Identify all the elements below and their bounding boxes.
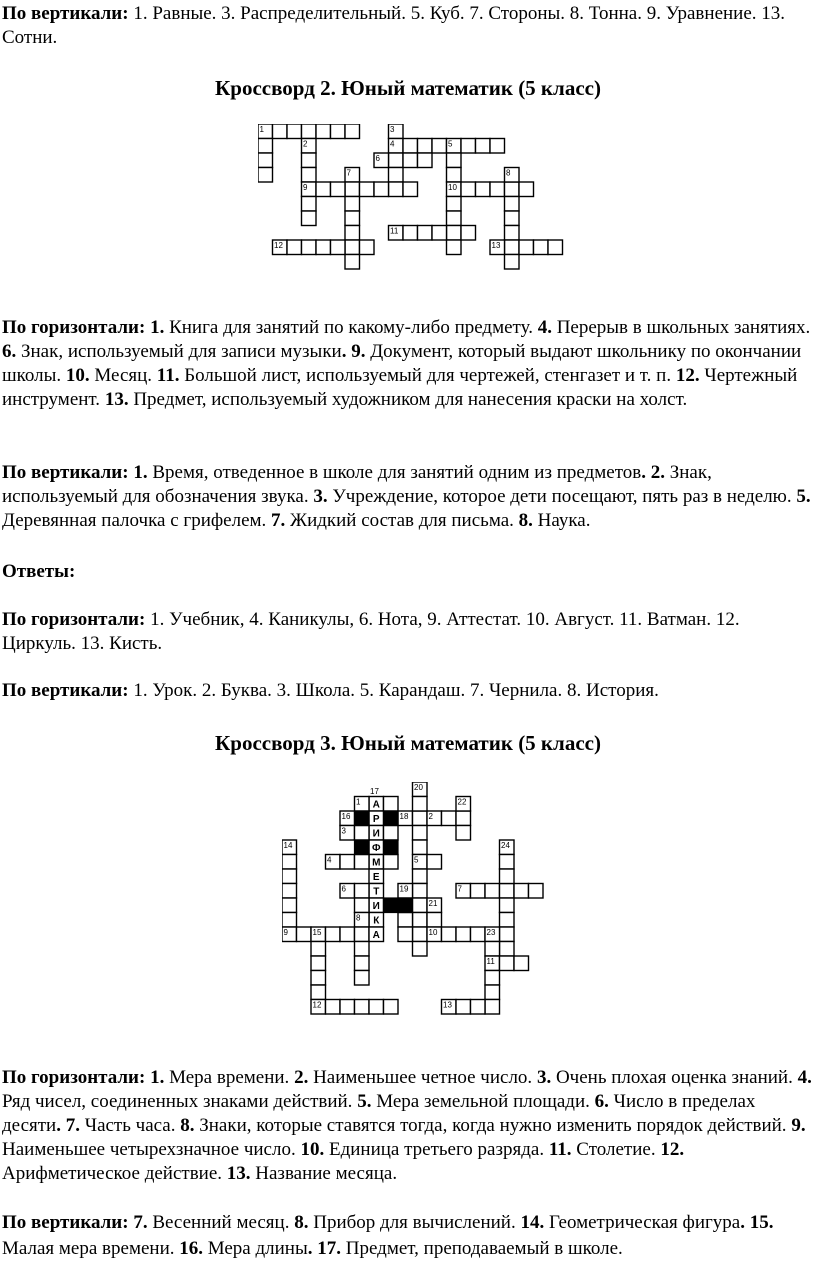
crossword3-cell	[413, 913, 428, 928]
crossword3-cell	[500, 942, 515, 957]
crossword3-black-cell	[355, 811, 370, 826]
crossword2-clue-number: 6	[375, 154, 380, 163]
crossword3-cell	[456, 826, 471, 841]
crossword2-cell	[374, 182, 389, 197]
crossword2-clue-number: 10	[448, 183, 457, 192]
crossword2-clue-number: 7	[346, 168, 351, 178]
crossword2-vertical-clues: По вертикали: 1. Время, отведенное в школе для занятий одним из предметов. 2. Знак, используемый для обозначения звука. 3. Учреждение, которое дети посещают, пять раз в неделю. 5. Деревянная палочка с грифелем. 7. Жидкий состав для письма. 8. Наука.	[2, 462, 811, 531]
crossword2-cell	[505, 255, 520, 270]
crossword3-cell	[456, 927, 471, 942]
crossword2-cell	[447, 240, 462, 255]
crossword2-cell	[447, 211, 462, 226]
crossword3-cell	[485, 985, 500, 1000]
crossword3-clue-number: 2	[428, 812, 433, 821]
crossword3-clue-number: 23	[486, 928, 496, 937]
crossword2-title: Кроссворд 2. Юный математик (5 класс)	[215, 76, 601, 100]
crossword3-cell	[442, 811, 457, 826]
crossword3-horizontal-clues: По горизонтали: 1. Мера времени. 2. Наименьшее четное число. 3. Очень плохая оценка знаний. 4. Ряд чисел, соединенных знаками действий. 5. Мера земельной площади. 6. Число в пределах десяти. 7. Часть часа. 8. Знаки, которые ставятся тогда, когда нужно изменить порядок действий. 9. Наименьшее четырехзначное число. 10. Единица третьего разряда. 11. Столетие. 12. Арифметическое действие. 13. Название месяца.	[2, 1067, 812, 1184]
crossword3-cell	[500, 956, 515, 971]
crossword3-cell	[413, 811, 428, 826]
crossword3-cell	[355, 971, 370, 986]
crossword3-cell	[282, 869, 297, 884]
crossword2-cell	[345, 226, 360, 241]
crossword3-cell	[413, 927, 428, 942]
crossword3-clue-number: 12	[312, 1000, 322, 1010]
crossword2-cell	[302, 168, 317, 183]
crossword3-clue-number: 19	[399, 884, 409, 894]
crossword3-cell	[427, 855, 442, 870]
crossword3-cell	[297, 927, 312, 942]
crossword3-clue-number: 1	[356, 797, 361, 807]
crossword3-cell	[485, 1000, 500, 1015]
crossword3-cell	[413, 884, 428, 899]
crossword2-cell	[345, 255, 360, 270]
crossword2-cell	[432, 139, 447, 154]
crossword2-cell	[505, 240, 520, 255]
crossword3-cell	[384, 826, 399, 841]
crossword3-cell	[355, 927, 370, 942]
crossword2-cell	[447, 153, 462, 168]
crossword3-black-cell	[355, 840, 370, 855]
crossword2-cell	[461, 226, 476, 241]
prev-answers-vertical: По вертикали: 1. Равные. 3. Распределительный. 5. Куб. 7. Стороны. 8. Тонна. 9. Уравнение. 13. Сотни.	[2, 3, 786, 48]
crossword2-cell	[505, 197, 520, 212]
crossword2-cell	[403, 226, 418, 241]
crossword2-cell	[316, 182, 331, 197]
crossword2-cell	[505, 211, 520, 226]
crossword2-cell	[418, 153, 433, 168]
crossword3-cell	[485, 942, 500, 957]
crossword3-clue-number: 22	[457, 797, 467, 807]
crossword3-grid	[282, 782, 552, 1032]
crossword3-clue-number: 13	[443, 1000, 452, 1010]
crossword3-clue-number: 10	[428, 928, 438, 937]
crossword3-clue-number: 18	[399, 812, 409, 821]
crossword3-cell	[282, 884, 297, 899]
crossword2-horizontal-clues: По горизонтали: 1. Книга для занятий по какому-либо предмету. 4. Перерыв в школьных занятиях. 6. Знак, используемый для записи музыки. 9. Документ, который выдают школьнику по окончании школы. 10. Месяц. 11. Большой лист, используемый для чертежей, стенгазет и т. п. 12. Чертежный инструмент. 13. Предмет, используемый художником для нанесения краски на холст.	[2, 317, 811, 410]
crossword3-cell	[311, 985, 326, 1000]
crossword2-clue-number: 5	[448, 139, 453, 149]
crossword2-cell	[403, 139, 418, 154]
crossword2-cell	[345, 211, 360, 226]
crossword3-cell	[471, 884, 486, 899]
crossword3-letter: А	[372, 799, 380, 811]
crossword3-clue-number: 9	[283, 928, 288, 937]
crossword2-cell	[548, 240, 563, 255]
crossword3-cell	[398, 913, 413, 928]
crossword2-clue-number: 8	[506, 168, 511, 178]
crossword3-cell	[355, 826, 370, 841]
crossword3-clue-number: 8	[356, 913, 361, 923]
crossword3-cell	[311, 956, 326, 971]
crossword3-cell	[355, 1000, 370, 1015]
crossword2-cell	[331, 124, 346, 139]
crossword3-cell	[514, 956, 529, 971]
crossword2-cell	[519, 240, 534, 255]
crossword3-clue-number: 14	[283, 841, 293, 850]
crossword3-clue-number: 24	[501, 841, 510, 850]
crossword2-cell	[273, 124, 288, 139]
crossword2-clue-number: 11	[390, 226, 399, 236]
crossword3-cell	[355, 956, 370, 971]
crossword2-cell	[316, 124, 331, 139]
crossword2-clue-number: 2	[303, 139, 308, 149]
crossword3-clue-number: 6	[341, 884, 346, 894]
crossword2-cell	[302, 211, 317, 226]
crossword2-cell	[331, 240, 346, 255]
crossword2-cell	[447, 226, 462, 241]
crossword2-cell	[490, 139, 505, 154]
crossword3-clue-number: 20	[414, 783, 423, 792]
crossword3-cell	[485, 884, 500, 899]
crossword3-cell	[413, 942, 428, 957]
crossword3-cell	[355, 898, 370, 913]
crossword2-cell	[534, 240, 549, 255]
crossword3-cell	[355, 884, 370, 899]
crossword2-cell	[258, 153, 273, 168]
crossword3-black-cell	[398, 898, 413, 913]
crossword3-vertical-clues: По вертикали: 7. Весенний месяц. 8. Прибор для вычислений. 14. Геометрическая фигура. 15. Малая мера времени. 16. Мера длины. 17. Предмет, преподаваемый в школе.	[2, 1212, 774, 1259]
crossword2-cell	[418, 226, 433, 241]
crossword3-cell	[326, 927, 341, 942]
crossword3-letter: И	[372, 828, 380, 840]
crossword2-cell	[258, 168, 273, 183]
crossword3-clue-number: 15	[312, 928, 322, 937]
crossword3-cell	[456, 1000, 471, 1015]
crossword3-cell	[427, 913, 442, 928]
crossword3-letter: И	[372, 901, 380, 912]
crossword3-cell	[355, 855, 370, 870]
crossword3-clue-number: 5	[414, 855, 419, 865]
crossword3-clue-number: 21	[428, 899, 438, 908]
crossword2-cell	[505, 226, 520, 241]
crossword3-title: Кроссворд 3. Юный математик (5 класс)	[215, 731, 601, 755]
crossword2-cell	[447, 168, 462, 183]
crossword2-cell	[360, 182, 375, 197]
crossword3-cell	[500, 855, 515, 870]
crossword3-cell	[413, 840, 428, 855]
answers-heading: Ответы:	[2, 561, 76, 582]
crossword3-clue-number: 3	[341, 826, 346, 836]
crossword3-cell	[500, 898, 515, 913]
crossword2-clue-number: 3	[390, 125, 395, 134]
crossword3-cell	[471, 927, 486, 942]
crossword2-cell	[519, 182, 534, 197]
crossword3-clue-number: 4	[327, 855, 332, 865]
crossword3-cell	[413, 869, 428, 884]
crossword2-cell	[389, 182, 404, 197]
crossword2-clue-number: 1	[259, 125, 264, 134]
crossword3-cell	[326, 1000, 341, 1015]
crossword2-cell	[345, 182, 360, 197]
crossword2-cell	[258, 139, 273, 154]
crossword2-clue-number: 13	[491, 241, 501, 250]
crossword2-cell	[345, 124, 360, 139]
crossword3-cell	[311, 942, 326, 957]
crossword3-letter: Е	[372, 872, 380, 883]
crossword3-cell	[500, 869, 515, 884]
crossword2-cell	[389, 153, 404, 168]
crossword3-cell	[282, 855, 297, 870]
crossword2-clue-number: 9	[303, 183, 308, 192]
crossword3-clue-number: 16	[341, 812, 351, 821]
crossword3-clue-number: 11	[486, 957, 495, 966]
crossword3-cell	[355, 942, 370, 957]
crossword3-cell	[311, 971, 326, 986]
crossword2-cell	[345, 240, 360, 255]
crossword2-clue-number: 12	[274, 241, 283, 250]
crossword2-cell	[287, 124, 302, 139]
crossword2-cell	[461, 139, 476, 154]
crossword3-letter: М	[372, 857, 381, 869]
crossword3-cell	[413, 797, 428, 812]
crossword2-cell	[302, 240, 317, 255]
crossword3-cell	[384, 1000, 399, 1015]
crossword3-black-cell	[384, 811, 399, 826]
crossword3-cell	[282, 898, 297, 913]
crossword3-cell	[456, 811, 471, 826]
crossword3-cell	[340, 1000, 355, 1015]
crossword3-black-cell	[384, 840, 399, 855]
crossword2-cell	[360, 240, 375, 255]
crossword3-cell	[384, 855, 399, 870]
crossword3-cell	[529, 884, 544, 899]
crossword3-letter: Ф	[371, 843, 381, 854]
crossword3-cell	[442, 927, 457, 942]
crossword3-clue-number: 7	[457, 884, 462, 894]
crossword2-cell	[432, 226, 447, 241]
crossword2-answers-horizontal: По горизонтали: 1. Учебник, 4. Каникулы, 6. Нота, 9. Аттестат. 10. Август. 11. Ватман. 12. Циркуль. 13. Кисть.	[2, 609, 740, 654]
crossword3-cell	[500, 884, 515, 899]
crossword3-letter: К	[373, 915, 380, 927]
crossword2-cell	[490, 182, 505, 197]
crossword3-cell	[384, 797, 399, 812]
crossword3-cell	[471, 1000, 486, 1015]
crossword2-cell	[476, 139, 491, 154]
crossword2-cell	[345, 197, 360, 212]
crossword3-cell	[340, 927, 355, 942]
crossword3-cell	[485, 971, 500, 986]
crossword2-cell	[403, 182, 418, 197]
crossword3-black-cell	[384, 898, 399, 913]
crossword2-answers-vertical: По вертикали: 1. Урок. 2. Буква. 3. Школа. 5. Карандаш. 7. Чернила. 8. История.	[2, 680, 659, 701]
crossword2-cell	[505, 182, 520, 197]
crossword3-cell	[282, 913, 297, 928]
crossword3-clue-number: 17	[370, 787, 379, 796]
crossword2-grid	[258, 124, 578, 274]
crossword2-cell	[476, 182, 491, 197]
crossword3-cell	[413, 826, 428, 841]
crossword2-cell	[389, 168, 404, 183]
crossword3-cell	[514, 884, 529, 899]
crossword2-clue-number: 4	[390, 139, 395, 149]
crossword2-cell	[461, 182, 476, 197]
crossword2-cell	[403, 153, 418, 168]
crossword3-cell	[398, 927, 413, 942]
crossword2-cell	[418, 139, 433, 154]
crossword2-cell	[302, 124, 317, 139]
crossword2-cell	[316, 240, 331, 255]
crossword3-cell	[340, 855, 355, 870]
crossword3-letter: Т	[373, 886, 380, 898]
crossword2-cell	[287, 240, 302, 255]
crossword3-cell	[500, 927, 515, 942]
crossword3-letter: А	[372, 930, 380, 941]
crossword3-cell	[369, 1000, 384, 1015]
crossword2-cell	[331, 182, 346, 197]
crossword3-cell	[500, 913, 515, 928]
crossword3-letter: Р	[372, 814, 380, 825]
crossword3-cell	[413, 898, 428, 913]
crossword2-cell	[447, 197, 462, 212]
crossword2-cell	[302, 153, 317, 168]
crossword2-cell	[302, 197, 317, 212]
